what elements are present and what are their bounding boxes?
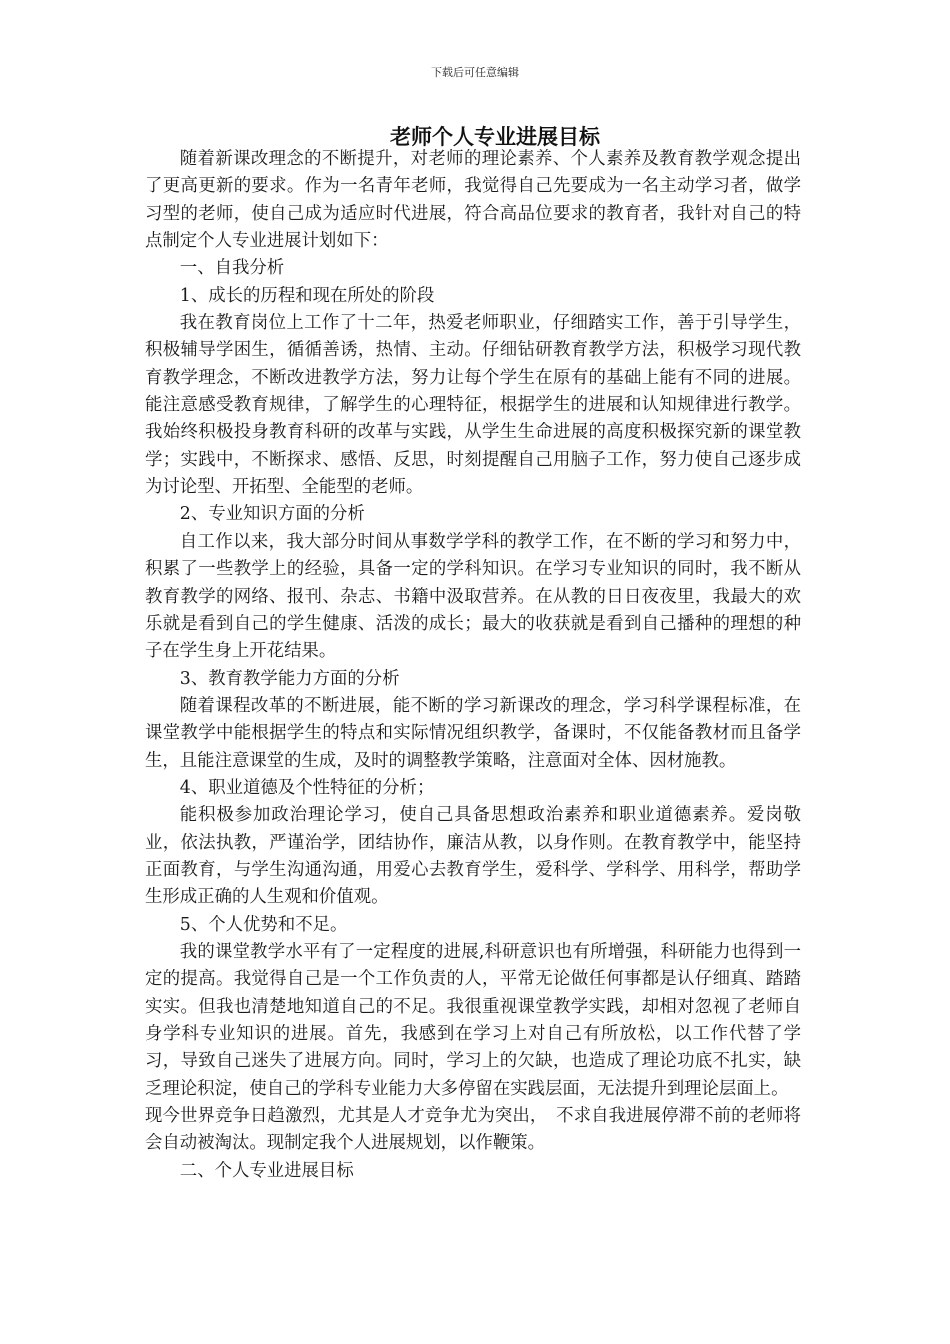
- paragraph-competition: 现今世界竞争日趋激烈，尤其是人才竞争尤为突出， 不求自我进展停滞不前的老师将会自动被淘汰。现制定我个人进展规划，以作鞭策。: [145, 1106, 801, 1154]
- paragraph-intro: 随着新课改理念的不断提升，对老师的理论素养、个人素养及教育教学观念提出了更高更新的要求。作为一名青年老师，我觉得自己先要成为一名主动学习者，做学习型的老师，使自己成为适应时代进展，符合高品位要求的教育者，我针对自己的特点制定个人专业进展计划如下：: [145, 149, 801, 252]
- paragraph-professional-knowledge: 自工作以来，我大部分时间从事数学学科的教学工作，在不断的学习和努力中，积累了一些教学上的经验，具备一定的学科知识。在学习专业知识的同时，我不断从教育教学的网络、报刊、杂志、书籍中汲取营养。在从教的日日夜夜里，我最大的欢乐就是看到自己的学生健康、活泼的成长；最大的收获就是看到自己播种的理想的种子在学生身上开花结果。: [145, 531, 801, 662]
- paragraph-ethics-personality: 能积极参加政治理论学习，使自己具备思想政治素养和职业道德素养。爱岗敬业，依法执教，严谨治学，团结协作，廉洁从教，以身作则。在教育教学中，能坚持正面教育，与学生沟通沟通，用爱心去教育学生，爱科学、学科学、用科学，帮助学生形成正确的人生观和价值观。: [145, 805, 801, 908]
- subheading-growth-stage: 1、成长的历程和现在所处的阶段: [179, 285, 435, 306]
- paragraph-teaching-ability: 随着课程改革的不断进展，能不断的学习新课改的理念，学习科学课程标准，在课堂教学中能根据学生的特点和实际情况组织教学，备课时，不仅能备教材而且备学生，且能注意课堂的生成，及时的调整教学策略，注意面对全体、因材施教。: [145, 695, 801, 771]
- subheading-ethics-personality: 4、职业道德及个性特征的分析；: [179, 777, 435, 798]
- paragraph-growth-stage: 我在教育岗位上工作了十二年，热爱老师职业，仔细踏实工作，善于引导学生，积极辅导学困生，循循善诱，热情、主动。仔细钻研教育教学方法，积极学习现代教育教学理念，不断改进教学方法，努力让每个学生在原有的基础上能有不同的进展。能注意感受教育规律，了解学生的心理特征，根据学生的进展和认知规律进行教学。我始终积极投身教育科研的改革与实践，从学生生命进展的高度积极探究新的课堂教学；实践中，不断探求、感悟、反思，时刻提醒自己用脑子工作，努力使自己逐步成为讨论型、开拓型、全能型的老师。: [145, 313, 801, 498]
- document-title: 老师个人专业进展目标: [390, 124, 600, 149]
- subheading-teaching-ability: 3、教育教学能力方面的分析: [179, 668, 400, 689]
- section-heading-development-goals: 二、个人专业进展目标: [179, 1160, 354, 1181]
- document-body: [145, 146, 801, 1185]
- section-heading-self-analysis: 一、自我分析: [179, 258, 285, 279]
- paragraph-strengths-weaknesses: 我的课堂教学水平有了一定程度的进展,科研意识也有所增强，科研能力也得到一定的提高。我觉得自己是一个工作负责的人，平常无论做任何事都是认仔细真、踏踏实实。但我也清楚地知道自己的不足。我很重视课堂教学实践，却相对忽视了老师自身学科专业知识的进展。首先，我感到在学习上对自己有所放松，以工作代替了学习，导致自己迷失了进展方向。同时，学习上的欠缺，也造成了理论功底不扎实，缺乏理论积淀，使自己的学科专业能力大多停留在实践层面，无法提升到理论层面上。: [145, 941, 801, 1099]
- subheading-professional-knowledge: 2、专业知识方面的分析: [179, 504, 365, 525]
- subheading-strengths-weaknesses: 5、个人优势和不足。: [179, 914, 348, 935]
- page-header: 下载后可任意编辑: [431, 66, 519, 79]
